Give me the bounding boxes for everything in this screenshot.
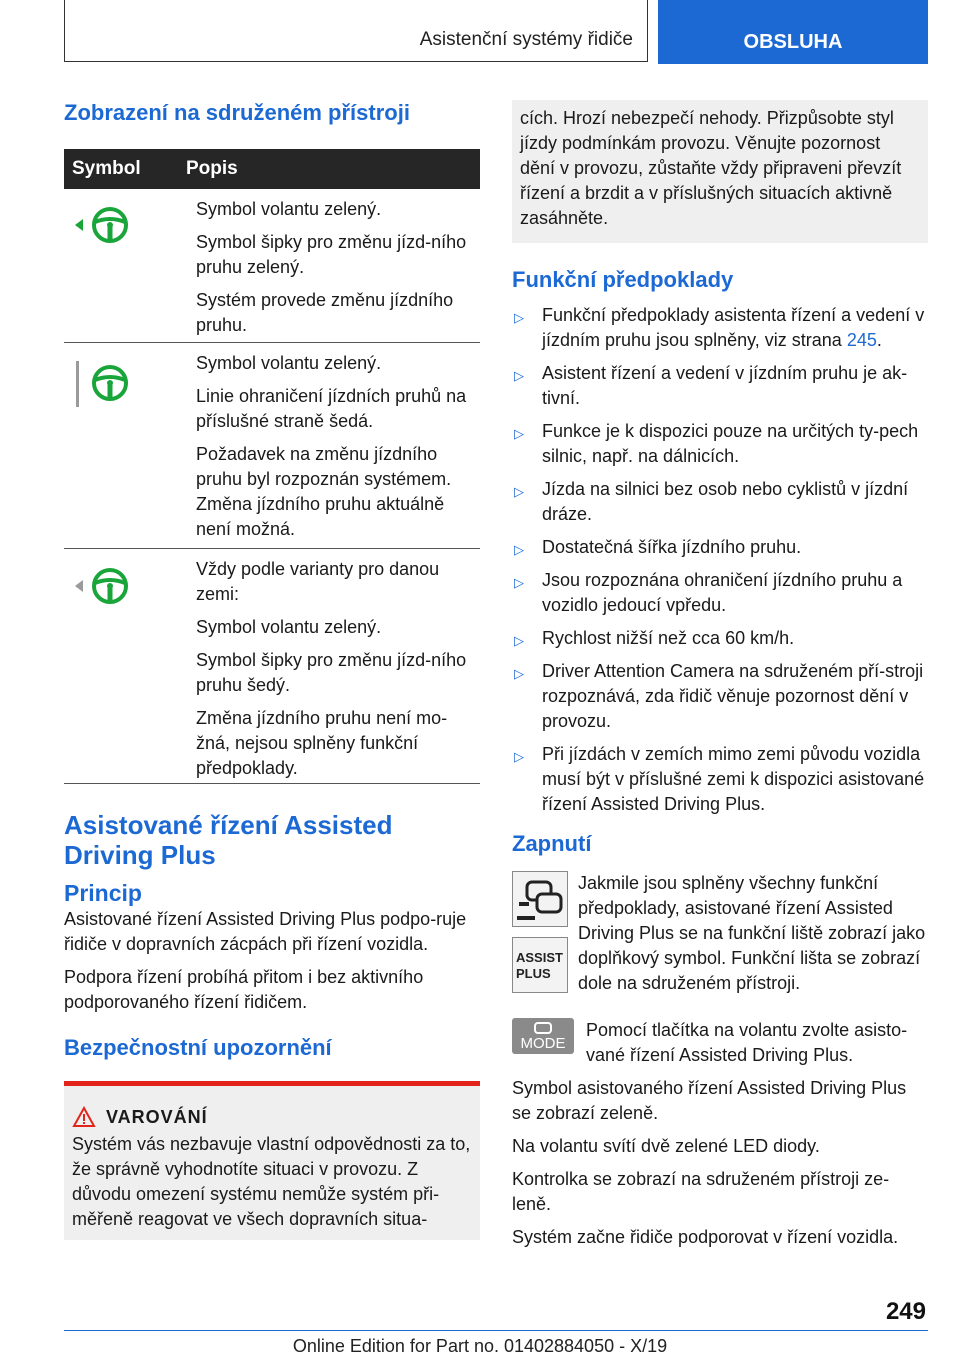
activation-paragraph: Pomocí tlačítka na volantu zvolte asisto-vané řízení Assisted Driving Plus.	[586, 1020, 908, 1065]
table-desc-cell	[196, 549, 480, 783]
header-title: Asistenční systémy řidiče	[419, 29, 633, 50]
list-item: ▷ Při jízdách v zemích mimo zemi původu vozidla musí být v příslušné zemi k dispozici asistované řízení Assisted Driving Plus.	[514, 744, 925, 814]
list-item: ▷ Jsou rozpoznána ohraničení jízdního pruhu a vozidlo jedoucí vpředu.	[514, 570, 903, 615]
page-header	[64, 0, 928, 64]
activation-title: Zapnutí	[512, 831, 592, 856]
prerequisites-list	[512, 303, 928, 817]
list-item: ▷ Rychlost nižší než cca 60 km/h.	[512, 626, 928, 651]
warning-box-continued	[512, 100, 928, 243]
activation-paragraph: Symbol asistovaného řízení Assisted Driving Plus se zobrazí zeleně.	[512, 1078, 907, 1123]
principle-title: Princip	[64, 880, 142, 906]
triangle-bullet-icon: ▷	[514, 310, 524, 325]
table-desc-cell	[196, 189, 480, 342]
list-item: ▷ Driver Attention Camera na sdruženém pří-stroji rozpoznává, zda řidič věnuje pozornost dění v provozu.	[514, 661, 924, 731]
triangle-bullet-icon: ▷	[514, 484, 524, 499]
warning-text-continued: cích. Hrozí nebezpečí nehody. Přizpůsobte styl jízdy podmínkám provozu. Věnujte pozornost dění v provozu, zůstaňte vždy připraveni převzít řízení a brzdit a v příslušných situacích aktivně zasáhněte.	[520, 108, 902, 228]
right-column	[512, 100, 928, 1258]
warning-title: VAROVÁNÍ	[106, 1106, 208, 1127]
desc-line: Symbol volantu zelený.	[196, 199, 382, 219]
triangle-bullet-icon: ▷	[514, 666, 524, 681]
warning-header	[72, 1106, 472, 1128]
steering-wheel-green-line-icon	[74, 359, 134, 409]
header-title-box	[64, 0, 648, 62]
triangle-bullet-icon: ▷	[514, 633, 524, 648]
table-symbol-cell	[64, 189, 196, 342]
warning-box	[64, 1081, 480, 1240]
desc-line: Symbol volantu zelený.	[196, 353, 382, 373]
activation-paragraph: Na volantu svítí dvě zelené LED diody.	[512, 1136, 820, 1156]
mode-button-icon: MODE	[512, 1018, 574, 1054]
desc-line: Linie ohraničení jízdních pruhů na příslušné straně šedá.	[196, 386, 467, 431]
principle-paragraph: Podpora řízení probíhá přitom i bez aktivního podporovaného řízení řidičem.	[64, 967, 424, 1012]
table-symbol-cell	[64, 343, 196, 548]
activation-paragraph: Kontrolka se zobrazí na sdruženém přístroji ze-leně.	[512, 1169, 890, 1214]
triangle-bullet-icon: ▷	[514, 749, 524, 764]
principle-paragraph: Asistované řízení Assisted Driving Plus podpo-ruje řidiče v dopravních zácpách při řízení vozidla.	[64, 909, 467, 954]
table-row	[64, 549, 480, 784]
warning-text: Systém vás nezbavuje vlastní odpovědnosti za to, že správně vyhodnotíte situaci v provozu. Z důvodu omezení systému nemůže systém při-měřeně reagovat ve všech dopravních situa-	[72, 1134, 471, 1229]
section-title-display: Zobrazení na sdruženém přístroji	[64, 100, 410, 125]
assist-plus-icon: ASSIST PLUS	[512, 937, 568, 993]
desc-line: Požadavek na změnu jízdního pruhu byl rozpoznán systémem. Změna jízdního pruhu aktuálně není možná.	[196, 444, 452, 539]
desc-line: Vždy podle varianty pro danou zemi:	[196, 559, 440, 604]
mode-block	[512, 1018, 928, 1076]
table-symbol-cell	[64, 549, 196, 783]
desc-line: Symbol šipky pro změnu jízd-ního pruhu zelený.	[196, 232, 467, 277]
desc-line: Změna jízdního pruhu není mo-žná, nejsou splněny funkční předpoklady.	[196, 708, 448, 778]
table-col-symbol: Symbol	[72, 158, 141, 179]
activation-icons	[512, 871, 568, 1004]
list-item: ▷ Asistent řízení a vedení v jízdním pruhu je ak-tivní.	[514, 363, 908, 408]
table-col-description: Popis	[186, 158, 238, 179]
table-row	[64, 343, 480, 549]
table-desc-cell	[196, 343, 480, 548]
list-item: ▷ Funkční předpoklady asistenta řízení a vedení v jízdním pruhu jsou splněny, viz strana 245.	[514, 305, 925, 350]
triangle-bullet-icon: ▷	[514, 368, 524, 383]
desc-line: Symbol šipky pro změnu jízd-ního pruhu šedý.	[196, 650, 467, 695]
triangle-bullet-icon: ▷	[514, 575, 524, 590]
steering-wheel-green-arrow-icon	[74, 205, 134, 245]
safety-title: Bezpečnostní upozornění	[64, 1035, 332, 1060]
warning-triangle-icon	[72, 1106, 96, 1128]
triangle-bullet-icon: ▷	[514, 426, 524, 441]
list-item: ▷ Funkce je k dispozici pouze na určitých ty-pech silnic, např. na dálnicích.	[514, 421, 919, 466]
header-section-tab: OBSLUHA	[658, 0, 928, 64]
activation-block	[512, 871, 928, 1004]
steering-wheel-grey-arrow-icon	[74, 566, 134, 606]
prerequisites-title: Funkční předpoklady	[512, 267, 734, 292]
triangle-bullet-icon: ▷	[514, 542, 524, 557]
list-item: ▷ Jízda na silnici bez osob nebo cyklistů v jízdní dráze.	[514, 479, 909, 524]
desc-line: Systém provede změnu jízdního pruhu.	[196, 290, 454, 335]
table-header	[64, 149, 480, 189]
desc-line: Symbol volantu zelený.	[196, 617, 382, 637]
activation-paragraph: Jakmile jsou splněny všechny funkční předpoklady, asistované řízení Assisted Driving Plus se na funkční liště zobrazí jako doplňkový symbol. Funkční lišta se zobrazí dole na sdruženém přístroji.	[578, 873, 926, 993]
heading-assisted-driving: Asistované řízení Assisted Driving Plus	[64, 810, 393, 870]
table-row	[64, 189, 480, 343]
footer-edition: Online Edition for Part no. 01402884050 - X/19	[292, 1336, 668, 1356]
page-number: 249	[885, 1298, 926, 1325]
activation-paragraph: Systém začne řidiče podporovat v řízení vozidla.	[512, 1227, 899, 1247]
left-column	[64, 100, 480, 1240]
list-item: ▷ Dostatečná šířka jízdního pruhu.	[512, 535, 928, 560]
page-link[interactable]: 245	[846, 330, 877, 350]
assist-cars-icon	[512, 871, 568, 927]
footer-divider	[64, 1330, 928, 1331]
